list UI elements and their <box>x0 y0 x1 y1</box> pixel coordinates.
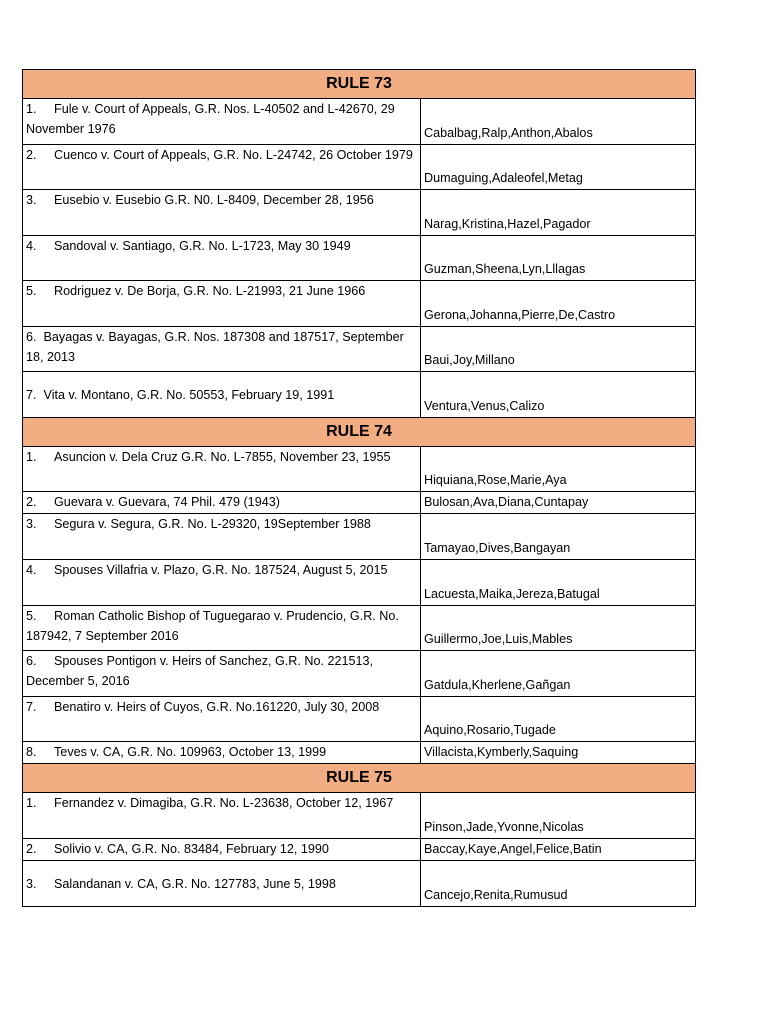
assignee-names: Bulosan,Ava,Diana,Cuntapay <box>421 492 696 514</box>
table-row <box>23 606 696 651</box>
case-number: 1. <box>26 102 37 116</box>
assignee-names: Tamayao,Dives,Bangayan <box>421 514 696 560</box>
assignee-names: Cabalbag,Ralp,Anthon,Abalos <box>421 99 696 145</box>
section-header-row <box>23 764 696 793</box>
case-number: 6. <box>26 330 37 344</box>
case-number: 1. <box>26 450 37 464</box>
case-citation: Roman Catholic Bishop of Tuguegarao v. Prudencio, G.R. No. 187942, 7 September 2016 <box>26 609 399 643</box>
assignee-names: Hiquiana,Rose,Marie,Aya <box>421 447 696 492</box>
assignee-names: Aquino,Rosario,Tugade <box>421 697 696 742</box>
table-row <box>23 99 696 145</box>
case-cell <box>23 99 421 145</box>
case-number: 1. <box>26 796 37 810</box>
table-row <box>23 492 696 514</box>
table-row <box>23 190 696 236</box>
table-row <box>23 514 696 560</box>
assignee-names: Dumaguing,Adaleofel,Metag <box>421 145 696 190</box>
table-row <box>23 236 696 281</box>
case-citation: Bayagas v. Bayagas, G.R. Nos. 187308 and 187517, September 18, 2013 <box>26 330 404 364</box>
assignee-names: Gatdula,Kherlene,Gañgan <box>421 651 696 697</box>
case-cell <box>23 145 421 190</box>
case-cell <box>23 697 421 742</box>
case-citation: Salandanan v. CA, G.R. No. 127783, June 5, 1998 <box>54 876 336 891</box>
assignee-names: Gerona,Johanna,Pierre,De,Castro <box>421 281 696 327</box>
case-number: 3. <box>26 517 37 531</box>
case-cell <box>23 190 421 236</box>
case-cell <box>23 447 421 492</box>
case-cell <box>23 861 421 907</box>
case-citation: Segura v. Segura, G.R. No. L-29320, 19September 1988 <box>54 517 371 531</box>
case-number: 7. <box>26 387 37 402</box>
table-row <box>23 793 696 839</box>
table-row <box>23 560 696 606</box>
assignee-names: Ventura,Venus,Calizo <box>421 372 696 418</box>
section-header-row <box>23 70 696 99</box>
case-cell <box>23 514 421 560</box>
case-citation: Spouses Pontigon v. Heirs of Sanchez, G.R. No. 221513, December 5, 2016 <box>26 654 374 688</box>
case-number: 2. <box>26 842 37 856</box>
case-number: 6. <box>26 654 37 668</box>
table-row <box>23 327 696 372</box>
case-cell <box>23 372 421 418</box>
table-row <box>23 281 696 327</box>
case-citation: Spouses Villafria v. Plazo, G.R. No. 187524, August 5, 2015 <box>54 563 388 577</box>
case-citation: Guevara v. Guevara, 74 Phil. 479 (1943) <box>54 495 280 509</box>
case-number: 3. <box>26 193 37 207</box>
case-number: 4. <box>26 239 37 253</box>
case-cell <box>23 793 421 839</box>
table-row <box>23 145 696 190</box>
assignee-names: Baui,Joy,Millano <box>421 327 696 372</box>
table-row <box>23 861 696 907</box>
case-citation: Fule v. Court of Appeals, G.R. Nos. L-40502 and L-42670, 29 November 1976 <box>26 102 395 136</box>
case-cell <box>23 839 421 861</box>
assignee-names: Lacuesta,Maika,Jereza,Batugal <box>421 560 696 606</box>
case-citation: Sandoval v. Santiago, G.R. No. L-1723, May 30 1949 <box>54 239 351 253</box>
assignee-names: Narag,Kristina,Hazel,Pagador <box>421 190 696 236</box>
case-number: 2. <box>26 148 37 162</box>
assignee-names: Guzman,Sheena,Lyn,Lllagas <box>421 236 696 281</box>
case-number: 3. <box>26 876 37 891</box>
case-assignment-table <box>22 69 696 907</box>
case-number: 5. <box>26 609 37 623</box>
case-citation: Fernandez v. Dimagiba, G.R. No. L-23638, October 12, 1967 <box>54 796 394 810</box>
section-title: RULE 75 <box>23 764 696 793</box>
case-cell <box>23 492 421 514</box>
case-number: 7. <box>26 700 37 714</box>
assignee-names: Baccay,Kaye,Angel,Felice,Batin <box>421 839 696 861</box>
case-cell <box>23 281 421 327</box>
assignee-names: Cancejo,Renita,Rumusud <box>421 861 696 907</box>
case-cell <box>23 651 421 697</box>
section-title: RULE 74 <box>23 418 696 447</box>
case-cell <box>23 236 421 281</box>
case-cell <box>23 742 421 764</box>
table-row <box>23 839 696 861</box>
case-number: 4. <box>26 563 37 577</box>
assignee-names: Guillermo,Joe,Luis,Mables <box>421 606 696 651</box>
case-citation: Asuncion v. Dela Cruz G.R. No. L-7855, November 23, 1955 <box>54 450 391 464</box>
table-row <box>23 697 696 742</box>
assignee-names: Villacista,Kymberly,Saquing <box>421 742 696 764</box>
table-row <box>23 372 696 418</box>
case-cell <box>23 327 421 372</box>
case-number: 2. <box>26 495 37 509</box>
case-citation: Rodriguez v. De Borja, G.R. No. L-21993, 21 June 1966 <box>54 284 366 298</box>
case-citation: Eusebio v. Eusebio G.R. N0. L-8409, December 28, 1956 <box>54 193 374 207</box>
table-row <box>23 447 696 492</box>
case-number: 8. <box>26 745 37 759</box>
case-citation: Benatiro v. Heirs of Cuyos, G.R. No.161220, July 30, 2008 <box>54 700 380 714</box>
table-row <box>23 651 696 697</box>
case-citation: Teves v. CA, G.R. No. 109963, October 13, 1999 <box>54 745 327 759</box>
case-citation: Vita v. Montano, G.R. No. 50553, February 19, 1991 <box>43 387 335 402</box>
case-cell <box>23 606 421 651</box>
section-title: RULE 73 <box>23 70 696 99</box>
assignee-names: Pinson,Jade,Yvonne,Nicolas <box>421 793 696 839</box>
section-header-row <box>23 418 696 447</box>
table-row <box>23 742 696 764</box>
case-citation: Cuenco v. Court of Appeals, G.R. No. L-24742, 26 October 1979 <box>54 148 413 162</box>
case-citation: Solivio v. CA, G.R. No. 83484, February 12, 1990 <box>54 842 329 856</box>
case-number: 5. <box>26 284 37 298</box>
case-cell <box>23 560 421 606</box>
